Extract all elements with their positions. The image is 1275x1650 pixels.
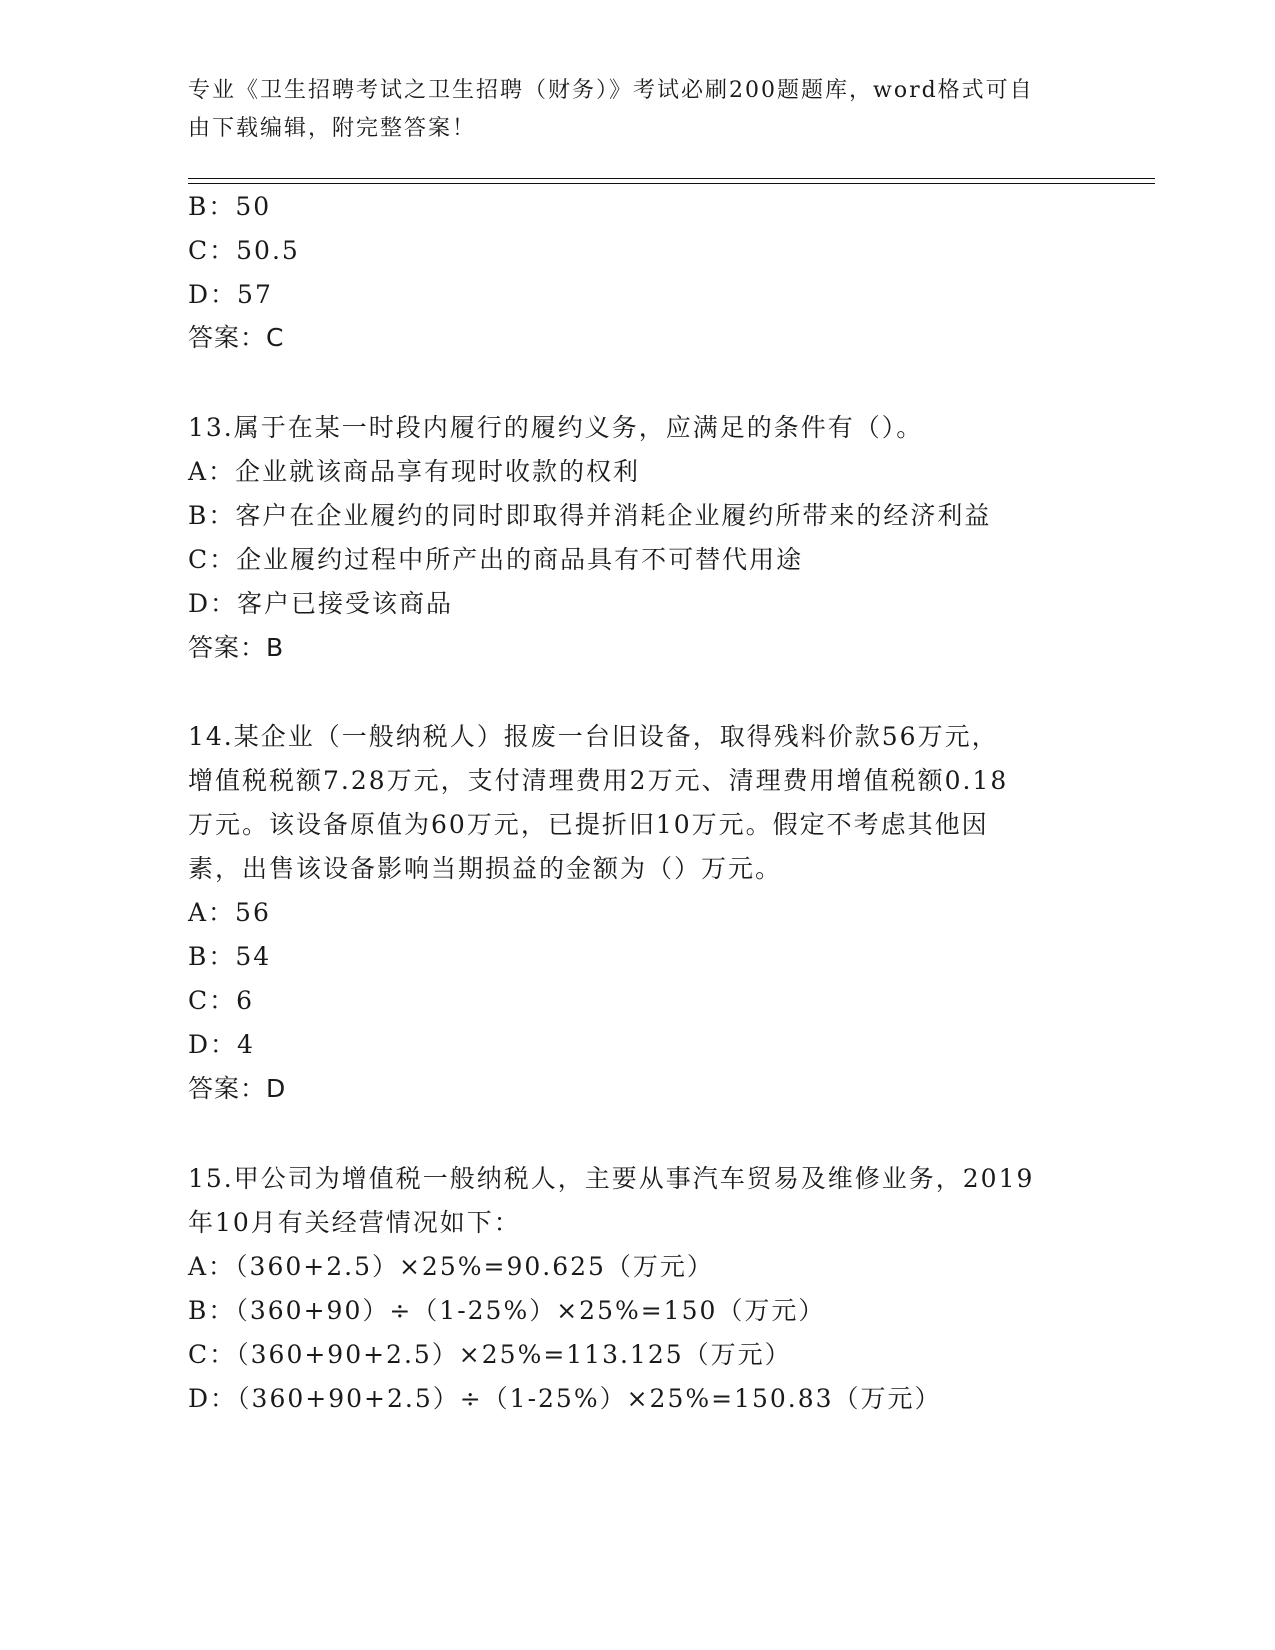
q13-option-c: C：企业履约过程中所产出的商品具有不可替代用途	[188, 545, 804, 574]
document-header	[188, 72, 1068, 148]
q14-option-b: B：54	[188, 942, 272, 971]
q13-option-b: B：客户在企业履约的同时即取得并消耗企业履约所带来的经济利益	[188, 501, 992, 530]
q14-stem-line-2: 增值税税额7.28万元，支付清理费用2万元、清理费用增值税额0.18	[188, 766, 1009, 795]
q15-option-b: B：（360+90）÷（1-25%）×25%=150（万元）	[188, 1296, 826, 1325]
q12-answer: 答案：C	[188, 323, 285, 352]
q13-option-d: D：客户已接受该商品	[188, 589, 454, 618]
header-line-1: 专业《卫生招聘考试之卫生招聘（财务）》考试必刷200题题库，word格式可自	[188, 78, 1034, 103]
q14-option-a: A：56	[188, 898, 271, 927]
q14-stem-line-3: 万元。该设备原值为60万元，已提折旧10万元。假定不考虑其他因	[188, 810, 989, 839]
q14-option-c: C：6	[188, 986, 255, 1015]
q13-stem: 13.属于在某一时段内履行的履约义务，应满足的条件有（）。	[188, 413, 924, 442]
q15-option-c: C：（360+90+2.5）×25%=113.125（万元）	[188, 1340, 792, 1369]
q15-stem-line-1: 15.甲公司为增值税一般纳税人，主要从事汽车贸易及维修业务，2019	[188, 1164, 1035, 1193]
q12-option-c: C：50.5	[188, 236, 300, 265]
q14-stem-line-4: 素，出售该设备影响当期损益的金额为（）万元。	[188, 854, 783, 883]
q13-option-a: A：企业就该商品享有现时收款的权利	[188, 457, 641, 486]
q15-stem-line-2: 年10月有关经营情况如下：	[188, 1208, 521, 1237]
header-rule-top	[188, 178, 1155, 179]
header-rule-bottom	[188, 183, 1155, 184]
q15-option-d: D：（360+90+2.5）÷（1-25%）×25%=150.83（万元）	[188, 1384, 942, 1413]
q14-answer: 答案：D	[188, 1074, 287, 1103]
q14-stem-line-1: 14.某企业（一般纳税人）报废一台旧设备，取得残料价款56万元，	[188, 722, 999, 751]
q12-option-d: D：57	[188, 280, 273, 309]
q13-answer: 答案：B	[188, 633, 285, 662]
header-line-2: 由下载编辑，附完整答案！	[188, 116, 477, 141]
q12-option-b: B：50	[188, 192, 272, 221]
q14-option-d: D：4	[188, 1030, 255, 1059]
q15-option-a: A：（360+2.5）×25%=90.625（万元）	[188, 1252, 714, 1281]
